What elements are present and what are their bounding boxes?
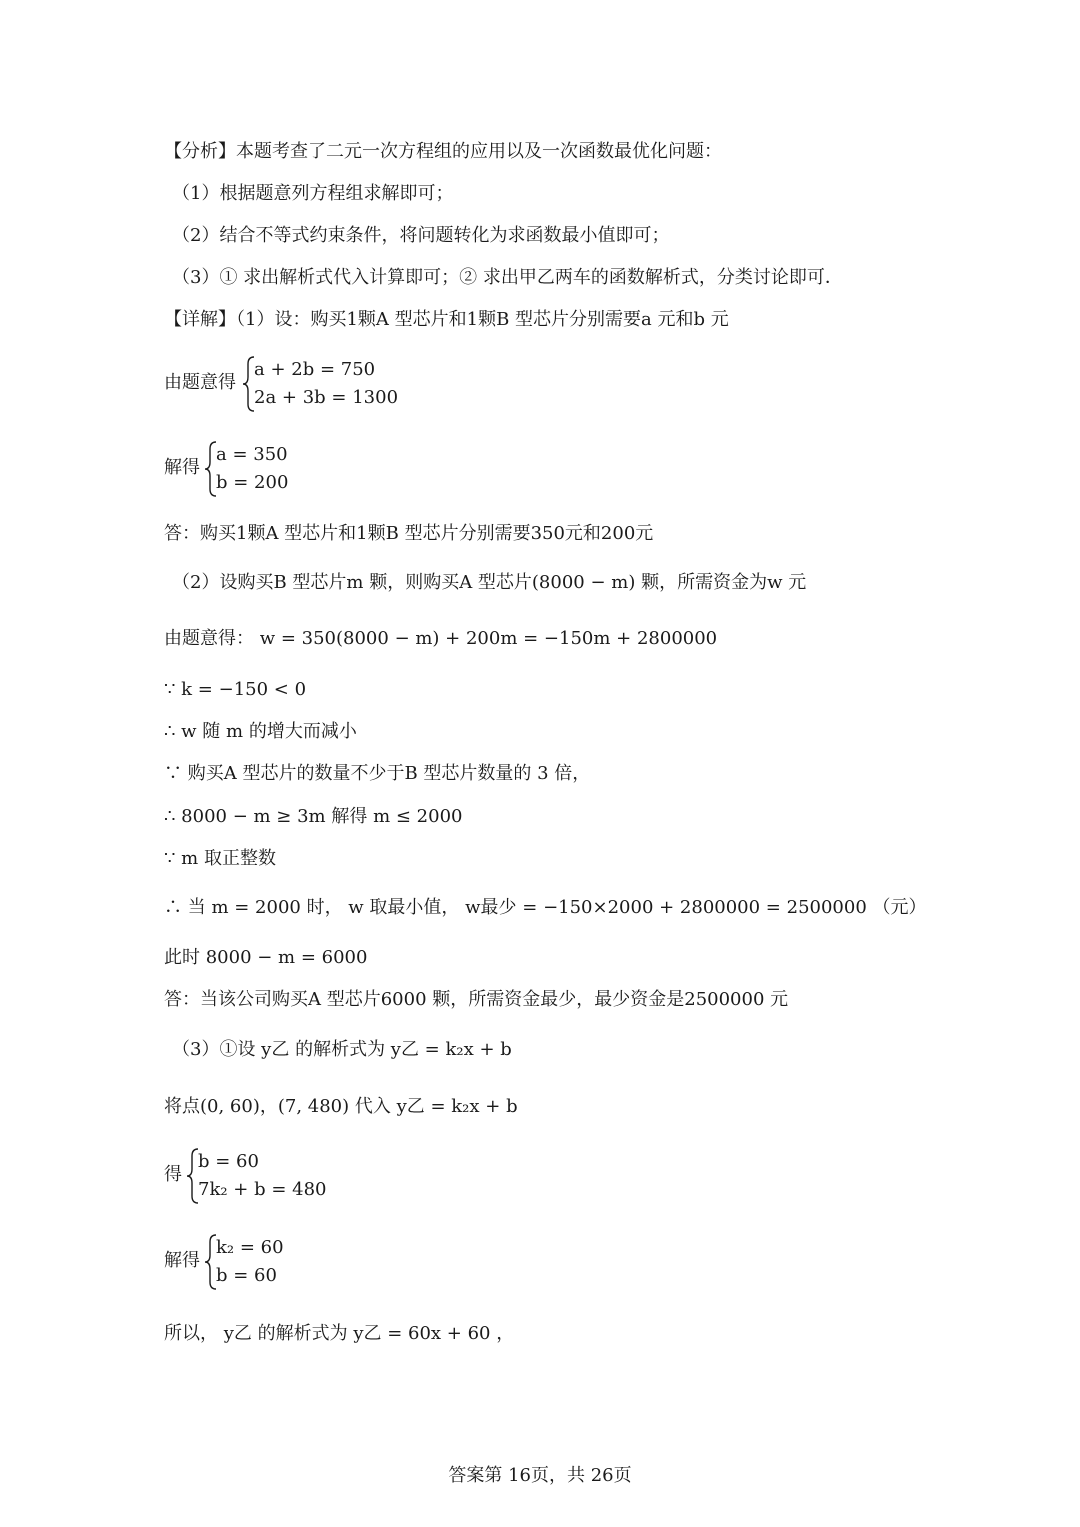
quantity-a: 此时 8000 − m = 6000	[164, 947, 368, 968]
w-decreasing: ∴ w 随 m 的增大而减小	[164, 721, 357, 742]
analysis-point-1: （1）根据题意列方程组求解即可；	[172, 183, 454, 204]
system-equation-2: 7k₂ + b = 480	[198, 1179, 327, 1200]
system-lead: 得	[164, 1164, 182, 1185]
system-equation-1: k₂ = 60	[216, 1237, 284, 1258]
system-equation-1: a = 350	[216, 444, 288, 465]
system-equation-1: a + 2b = 750	[254, 359, 376, 380]
system-lead: 解得	[164, 457, 200, 478]
part-3-setup: （3）①设 y乙 的解析式为 y乙 = k₂x + b	[172, 1039, 512, 1060]
analysis-point-2: （2）结合不等式约束条件，将问题转化为求函数最小值即可；	[172, 225, 670, 246]
detail-heading: 【详解】（1）设：购买1颗A 型芯片和1颗B 型芯片分别需要a 元和b 元	[164, 309, 729, 330]
system-equation-2: b = 60	[216, 1265, 277, 1286]
part-2-setup: （2）设购买B 型芯片m 颗，则购买A 型芯片(8000 − m) 颗，所需资金为w 元	[172, 572, 807, 593]
analysis-heading: 【分析】本题考查了二元一次方程组的应用以及一次函数最优化问题：	[164, 141, 722, 162]
system-lead: 解得	[164, 1250, 200, 1271]
inequality: ∴ 8000 − m ≥ 3m 解得 m ≤ 2000	[164, 806, 463, 827]
system-lead: 由题意得	[164, 372, 236, 393]
answer-part-1: 答：购买1颗A 型芯片和1颗B 型芯片分别需要350元和200元	[164, 523, 654, 544]
analysis-point-3: （3）① 求出解析式代入计算即可；② 求出甲乙两车的函数解析式，分类讨论即可．	[172, 267, 843, 288]
positive-integer: ∵ m 取正整数	[164, 848, 276, 869]
slope-negative: ∵ k = −150 < 0	[164, 679, 307, 700]
system-equation-2: 2a + 3b = 1300	[254, 387, 399, 408]
minimum-value: ∴ 当 m = 2000 时， w 取最小值， w最少 = −150×2000 + 2800000 = 2500000 （元）	[164, 897, 927, 918]
substitute-points: 将点(0, 60)，(7, 480) 代入 y乙 = k₂x + b	[164, 1096, 518, 1117]
quantity-condition: ∵ 购买A 型芯片的数量不少于B 型芯片数量的 3 倍，	[164, 763, 591, 784]
answer-part-2: 答：当该公司购买A 型芯片6000 颗，所需资金最少，最少资金是2500000 元	[164, 989, 789, 1010]
final-expression: 所以， y乙 的解析式为 y乙 = 60x + 60 ，	[164, 1323, 515, 1344]
system-equation-1: b = 60	[198, 1151, 259, 1172]
w-function: 由题意得： w = 350(8000 − m) + 200m = −150m + 2800000	[164, 628, 718, 649]
system-equation-2: b = 200	[216, 472, 289, 493]
page-footer: 答案第 16页，共 26页	[448, 1465, 632, 1486]
